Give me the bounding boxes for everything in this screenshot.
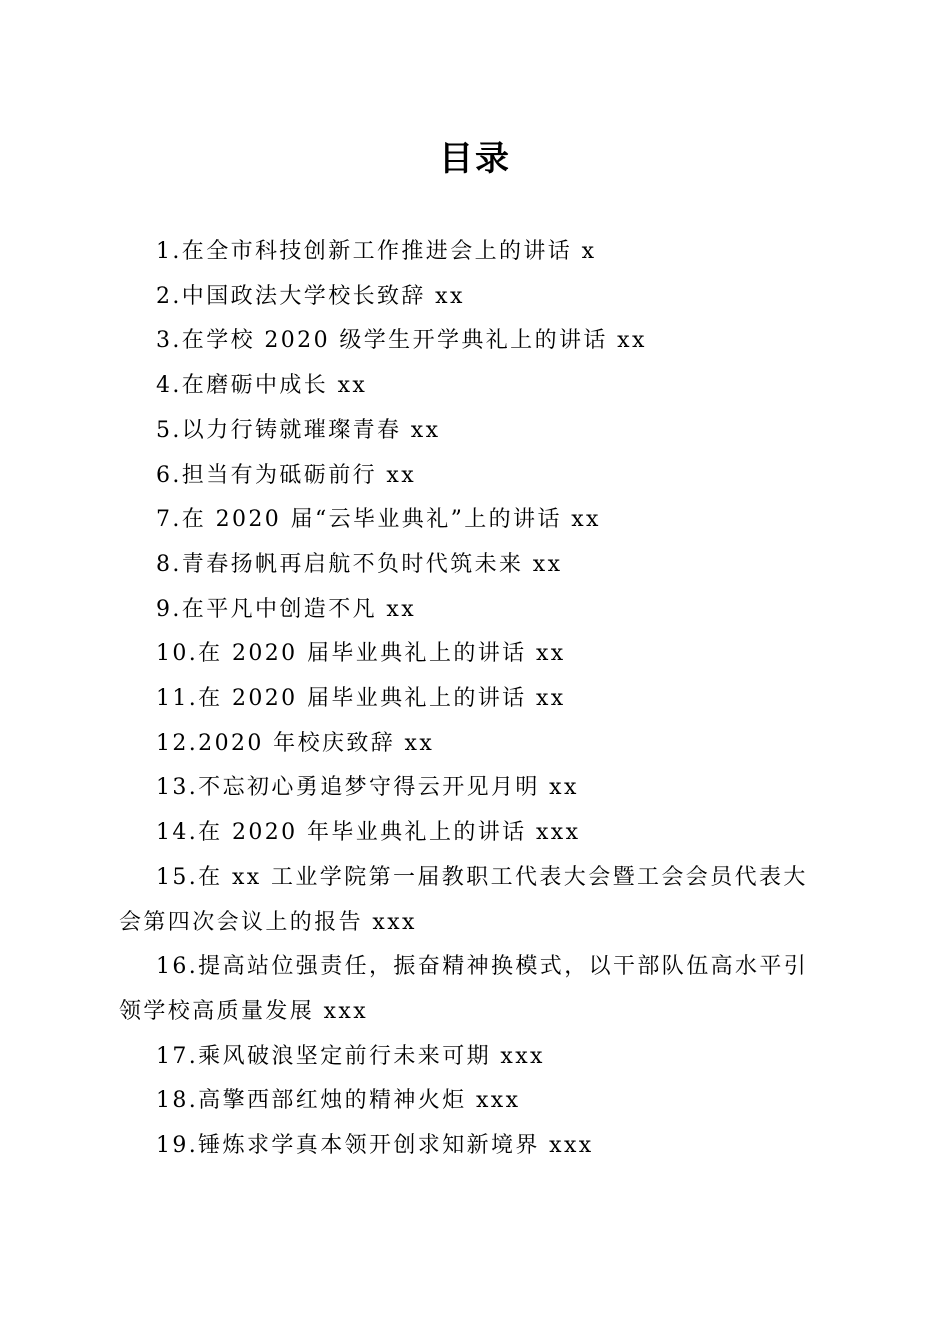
table-of-contents (119, 230, 831, 1169)
toc-item-15: 15.在 xx 工业学院第一届教职工代表大会暨工会会员代表大会第四次会议上的报告 xxx (119, 864, 808, 935)
toc-item-12: 12.2020 年校庆致辞 xx (156, 730, 435, 756)
toc-item-18: 18.高擎西部红烛的精神火炬 xxx (156, 1088, 521, 1114)
toc-item-6: 6.担当有为砥砺前行 xx (156, 462, 416, 488)
toc-item-2: 2.中国政法大学校长致辞 xx (156, 283, 465, 309)
toc-item-19: 19.锤炼求学真本领开创求知新境界 xxx (156, 1133, 594, 1159)
toc-item-7: 7.在 2020 届“云毕业典礼”上的讲话 xx (156, 507, 601, 533)
page-title: 目录 (439, 139, 511, 179)
toc-item-10: 10.在 2020 届毕业典礼上的讲话 xx (156, 641, 566, 667)
toc-item-4: 4.在磨砺中成长 xx (156, 373, 368, 399)
toc-item-3: 3.在学校 2020 级学生开学典礼上的讲话 xx (156, 328, 647, 354)
toc-item-1: 1.在全市科技创新工作推进会上的讲话 x (156, 239, 597, 264)
toc-item-11: 11.在 2020 届毕业典礼上的讲话 xx (156, 686, 566, 712)
toc-item-5: 5.以力行铸就璀璨青春 xx (156, 417, 441, 443)
toc-item-8: 8.青春扬帆再启航不负时代筑未来 xx (156, 551, 563, 577)
toc-item-9: 9.在平凡中创造不凡 xx (156, 596, 416, 622)
toc-item-13: 13.不忘初心勇追梦守得云开见月明 xx (156, 775, 579, 801)
toc-item-16: 16.提高站位强责任，振奋精神换模式，以干部队伍高水平引领学校高质量发展 xxx (119, 954, 809, 1024)
toc-item-17: 17.乘风破浪坚定前行未来可期 xxx (156, 1043, 545, 1069)
toc-item-14: 14.在 2020 年毕业典礼上的讲话 xxx (156, 820, 581, 846)
